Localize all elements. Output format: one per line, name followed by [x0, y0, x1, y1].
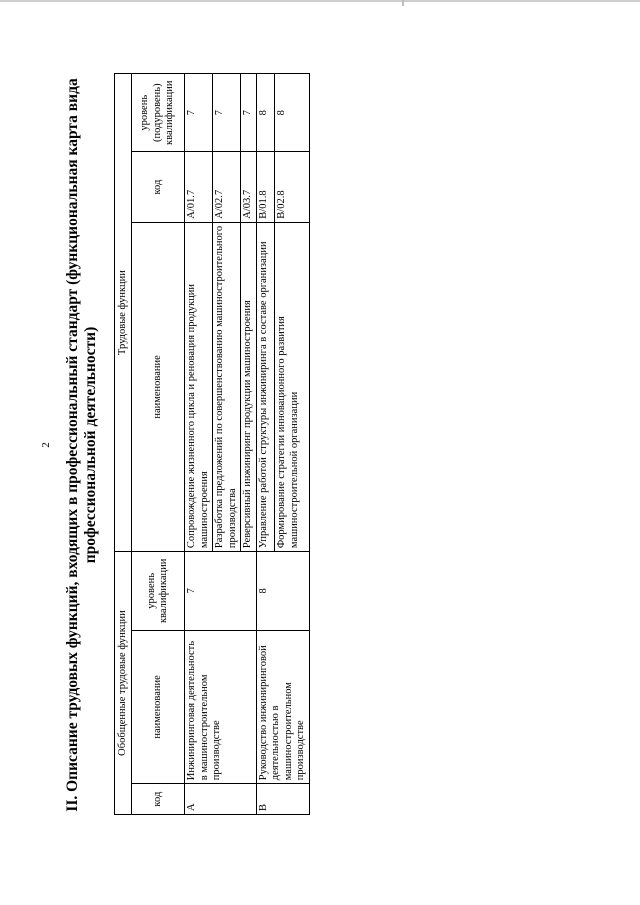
gf-code: A	[185, 784, 257, 815]
header-labor-functions: Трудовые функции	[115, 74, 132, 552]
function-level: 7	[185, 74, 213, 152]
function-code: B/02.8	[275, 152, 309, 222]
gf-level: 8	[256, 552, 309, 630]
header-code: код	[132, 784, 185, 815]
header-function-code: код	[132, 152, 185, 222]
scan-edge	[0, 0, 640, 2]
header-generalized-functions: Обобщенные трудовые функции	[115, 552, 132, 815]
header-name: наименование	[132, 630, 185, 784]
table-subheader-row	[132, 74, 185, 815]
table-header-row	[115, 74, 132, 815]
function-name: Сопровождение жизненного цикла и реновация продукции машиностроения	[185, 222, 213, 551]
header-function-level: уровень (подуровень) квалификации	[132, 74, 185, 152]
scan-edge-mark	[402, 0, 404, 6]
function-level: 7	[241, 74, 257, 152]
function-name: Реверсивный инжиниринг продукции машиностроения	[241, 222, 257, 551]
table-row	[256, 74, 275, 815]
rotated-page	[40, 15, 600, 875]
function-level: 8	[275, 74, 309, 152]
function-name: Разработка предложений по совершенствованию машиностроительного производства	[213, 222, 241, 551]
functional-map-table	[114, 73, 310, 815]
page-number: 2	[40, 442, 52, 448]
function-name: Формирование стратегии инновационного развития машиностроительной организации	[275, 222, 309, 551]
function-name: Управление работой структуры инжиниринга в составе организации	[256, 222, 275, 551]
header-level: уровень квалификации	[132, 552, 185, 630]
function-code: A/02.7	[213, 152, 241, 222]
gf-level: 7	[185, 552, 257, 630]
section-heading-line2: профессиональной деятельности)	[82, 326, 99, 564]
function-code: B/01.8	[256, 152, 275, 222]
section-heading	[64, 15, 100, 875]
function-code: A/01.7	[185, 152, 213, 222]
gf-code: B	[256, 784, 309, 815]
function-level: 7	[213, 74, 241, 152]
function-level: 8	[256, 74, 275, 152]
section-heading-line1: II. Описание трудовых функций, входящих в профессиональный стандарт (функциональная карта вида	[64, 78, 81, 812]
gf-name: Инжиниринговая деятельность в машиностроительном производстве	[185, 630, 257, 784]
table-row	[185, 74, 213, 815]
gf-name: Руководство инжиниринговой деятельностью в машиностроительном производстве	[256, 630, 309, 784]
header-function-name: наименование	[132, 222, 185, 551]
function-code: A/03.7	[241, 152, 257, 222]
